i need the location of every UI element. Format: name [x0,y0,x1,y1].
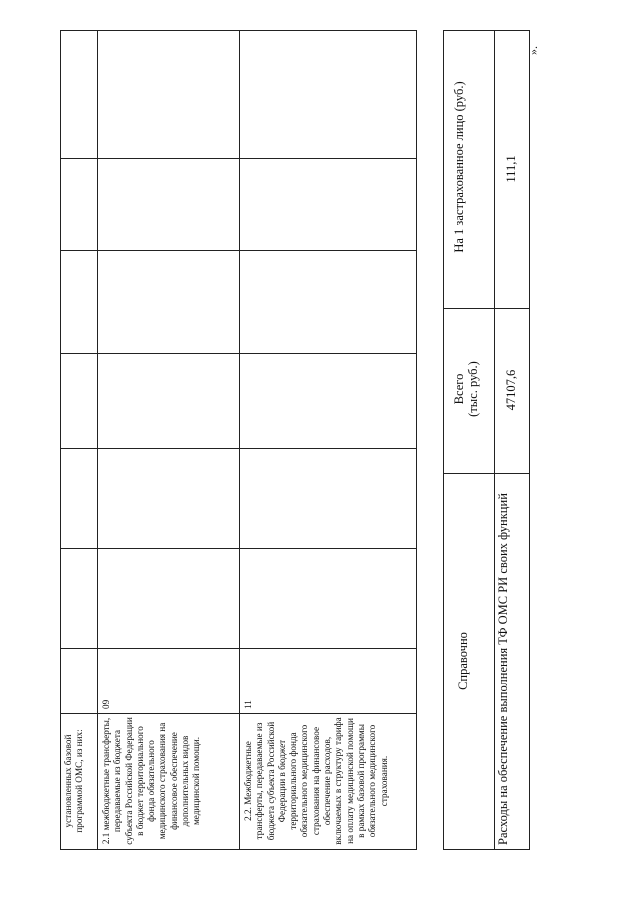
table-row-code: 09 [101,699,111,709]
table-row-label: 2.1 межбюджетные трансферты, передаваемые из бюджета субъекта Российской Федерации в бюджет территориального фонда обязательного медицинского страхования на финансовое обеспечение дополнительных видов медицинской помощи. [101,717,202,845]
table-row-divider [97,31,98,849]
reference-header-total: Всего (тыс. руб.) [452,361,480,417]
reference-header-label: Справочно [456,632,470,690]
closing-quote-mark: ». [526,46,540,55]
table-grid-line [444,308,529,309]
reference-row-per-person: 111,1 [504,155,518,183]
reference-header-per-person: На 1 застрахованное лицо (руб.) [452,81,466,253]
table-row-code: 11 [243,700,253,709]
main-table [60,30,417,850]
table-row-label: 2.2. Межбюджетные трансферты, передаваемые из бюджета субъекта Российской Федерации в бюджет территориального фонда обязательного медицинского страхования на финансовое обеспечение расходов, включаемых в структуру тарифа на оплату медицинской помощи в рамках базовой программы обязательного медицинского страхования. [243,717,389,845]
reference-row-total: 47107,6 [504,369,518,411]
table-row-divider [494,31,495,849]
reference-row-label: Расходы на обеспечение выполнения ТФ ОМС РИ своих функций [496,493,510,845]
table-grid-line [444,473,529,474]
table-fragment-text: установленных базовой программой ОМС, из них: [63,729,85,833]
reference-table [443,30,530,850]
table-row-divider [239,31,240,849]
rotated-page-content [60,30,540,850]
